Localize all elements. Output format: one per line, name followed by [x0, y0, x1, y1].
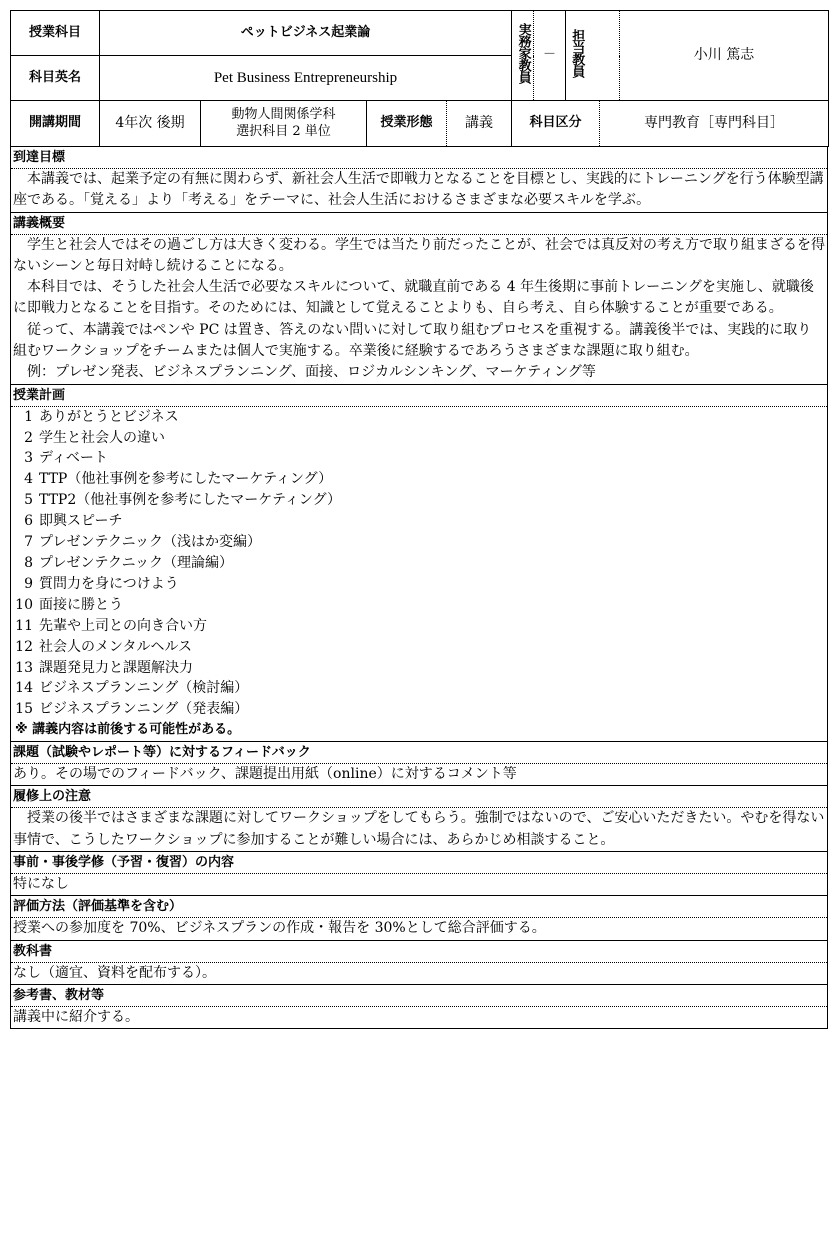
plan-item: [15, 428, 827, 449]
evaluation-section: [10, 896, 828, 940]
plan-item-number: 9: [24, 575, 33, 592]
plan-list: [11, 407, 827, 742]
plan-item: [15, 511, 827, 532]
plan-item-text: TTP2（他社事例を参考にしたマーケティング）: [39, 492, 342, 509]
references-text: 講義中に紹介する。: [13, 1008, 139, 1025]
plan-item-number: 11: [15, 617, 33, 634]
evaluation-text: 授業への参加度を 70%、ビジネスプランの作成・報告を 30%として総合評価する。: [13, 920, 546, 937]
plan-item-number: 2: [24, 429, 33, 446]
format-label: 授業形態: [367, 101, 447, 147]
plan-item-text: 課題発見力と課題解決力: [39, 659, 193, 676]
practitioner-value: －: [534, 11, 566, 101]
plan-item-number: 8: [24, 555, 33, 572]
plan-item: [15, 616, 827, 637]
instructor-name: 小川 篤志: [620, 11, 829, 101]
goal-text: 本講義では、起業予定の有無に関わらず、新社会人生活で即戦力となることを目標とし、実践的にトレーニングを行う体験型講座である。「覚える」より「考える」をテーマに、社会人生活におけるさまざまな必要スキルを学ぶ。: [13, 171, 824, 209]
plan-item-text: ビジネスプランニング（検討編）: [39, 680, 249, 697]
cautions-section: [10, 786, 828, 852]
references-section: [10, 985, 828, 1029]
plan-item-number: 6: [24, 513, 33, 530]
plan-section: [10, 385, 828, 743]
plan-item-number: 7: [24, 534, 33, 551]
plan-note: ※ 講義内容は前後する可能性がある。: [15, 722, 241, 738]
plan-item-number: 15: [15, 701, 33, 718]
plan-item-text: 先輩や上司との向き合い方: [39, 617, 207, 634]
plan-item: [15, 678, 827, 699]
plan-title: 授業計画: [11, 385, 827, 407]
course-label: 授業科目: [11, 11, 100, 56]
evaluation-title: 評価方法（評価基準を含む）: [11, 896, 827, 918]
feedback-text: あり。その場でのフィードバック、課題提出用紙（online）に対するコメント等: [13, 766, 517, 783]
plan-item: [15, 448, 827, 469]
practitioner-label-cell: [512, 11, 534, 101]
department-info: [201, 101, 367, 147]
overview-paragraph-2: 本科目では、そうした社会人生活で必要なスキルについて、就職直前である 4 年生後期に事前トレーニングを実施し、就職後に即戦力となることを目指す。そのためには、知識として覚えることよりも、自ら考え、自ら体験することが重要である。: [13, 279, 814, 317]
plan-item-number: 13: [15, 659, 33, 676]
feedback-title: 課題（試験やレポート等）に対するフィードバック: [11, 742, 827, 764]
textbook-text: なし（適宜、資料を配布する）。: [13, 964, 216, 981]
cautions-text: 授業の後半ではさまざまな課題に対してワークショップをしてもらう。強制ではないので、ご安心いただきたい。やむを得ない事情で、こうしたワークショップに参加することが難しい場合には、あらかじめ相談すること。: [13, 810, 825, 848]
plan-item: [15, 407, 827, 428]
cautions-title: 履修上の注意: [11, 786, 827, 808]
plan-item-text: プレゼンテクニック（理論編）: [39, 555, 234, 572]
department-line2: 選択科目 2 単位: [236, 123, 331, 139]
plan-item: [15, 532, 827, 553]
plan-item-number: 4: [24, 471, 33, 488]
goal-section: [10, 147, 828, 213]
overview-paragraph-1: 学生と社会人ではその過ごし方は大きく変わる。学生では当たり前だったことが、社会では真反対の考え方で取り組まざるを得ないシーンと毎日対峙し続けることになる。: [13, 236, 825, 274]
feedback-section: [10, 742, 828, 786]
plan-item: [15, 637, 827, 658]
plan-item-text: 学生と社会人の違い: [39, 429, 165, 446]
overview-section: [10, 213, 828, 385]
overview-paragraph-3: 従って、本講義ではペンや PC は置き、答えのない問いに対して取り組むプロセスを重視する。講義後半では、実践的に取り組むワークショップをチームまたは個人で実施する。卒業後に経験するであろうさまざまな課題に取り組む。: [13, 321, 812, 360]
study-title: 事前・事後学修（予習・復習）の内容: [11, 852, 827, 874]
plan-item-text: ありがとうとビジネス: [39, 408, 179, 425]
plan-item-text: 社会人のメンタルヘルス: [39, 638, 193, 655]
format-value: 講義: [447, 101, 512, 147]
practitioner-label: 実務家教員: [515, 22, 531, 83]
overview-title: 講義概要: [11, 213, 827, 235]
plan-item-number: 5: [24, 492, 33, 509]
instructor-label: 担当教員: [569, 28, 585, 77]
category-value: 専門教育［専門科目］: [600, 101, 829, 147]
plan-item-number: 3: [24, 450, 33, 467]
plan-item: [15, 574, 827, 595]
plan-item: [15, 699, 827, 720]
english-label: 科目英名: [11, 56, 100, 101]
plan-item-text: ディベート: [39, 450, 108, 467]
textbook-section: [10, 941, 828, 985]
plan-item-text: 面接に勝とう: [39, 596, 123, 613]
plan-item-text: 即興スピーチ: [39, 513, 123, 530]
category-label: 科目区分: [512, 101, 600, 147]
references-title: 参考書、教材等: [11, 985, 827, 1007]
plan-item: [15, 469, 827, 490]
study-section: [10, 852, 828, 896]
overview-example: 例：プレゼン発表、ビジネスプランニング、面接、ロジカルシンキング、マーケティング等: [27, 364, 596, 381]
textbook-title: 教科書: [11, 941, 827, 963]
plan-item-text: プレゼンテクニック（浅はか変編）: [39, 534, 262, 551]
period-value: 4年次 後期: [100, 101, 201, 147]
plan-item-text: TTP（他社事例を参考にしたマーケティング）: [39, 471, 333, 488]
plan-item-number: 14: [15, 680, 33, 697]
instructor-label-cell: [566, 11, 620, 101]
period-label: 開講期間: [11, 101, 100, 147]
syllabus-header-table: [10, 10, 829, 147]
plan-item-text: ビジネスプランニング（発表編）: [39, 701, 249, 718]
study-text: 特になし: [13, 876, 69, 893]
plan-item-number: 10: [15, 596, 33, 613]
plan-item: [15, 595, 827, 616]
plan-item-text: 質問力を身につけよう: [39, 575, 179, 592]
goal-title: 到達目標: [11, 147, 827, 169]
plan-item: [15, 553, 827, 574]
plan-item-number: 12: [15, 638, 33, 655]
syllabus-page: [10, 10, 828, 1029]
english-title: Pet Business Entrepreneurship: [100, 56, 512, 101]
plan-item-number: 1: [24, 408, 33, 425]
plan-item: [15, 490, 827, 511]
plan-item: [15, 658, 827, 679]
course-title: ペットビジネス起業論: [100, 11, 512, 56]
department-line1: 動物人間関係学科: [231, 107, 336, 123]
